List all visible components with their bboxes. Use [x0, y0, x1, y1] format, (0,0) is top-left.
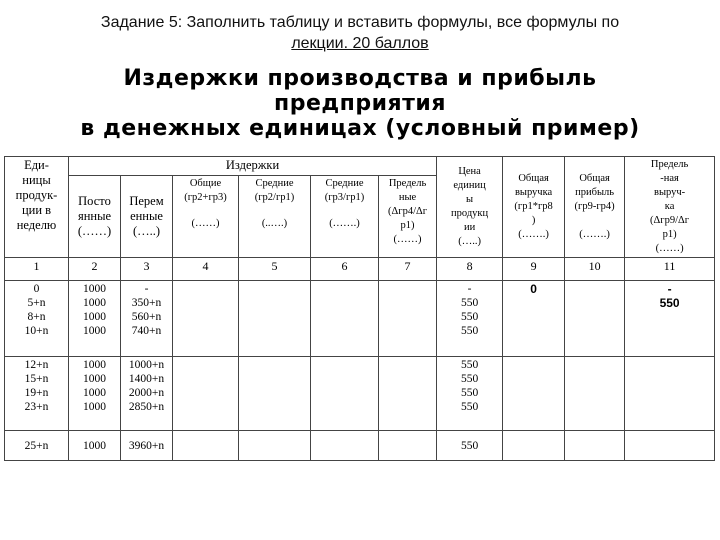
- cell-units: 25+n: [5, 431, 69, 461]
- cell-variable[interactable]: 1000+n 1400+n 2000+n 2850+n: [121, 357, 173, 431]
- title-line-1: Издержки производства и прибыль: [123, 66, 597, 91]
- cell-marginal-cost[interactable]: [379, 357, 437, 431]
- col-header-marginal-cost: Предель ные (Δгр4/Δг р1) (……): [379, 176, 437, 258]
- table-row: [5, 357, 715, 431]
- title-line-2: предприятия: [274, 91, 446, 116]
- col-header-price: Цена единиц ы продукц ии (…..): [437, 157, 503, 258]
- col-header-costs-group: Издержки: [69, 157, 437, 176]
- cell-marginal-revenue[interactable]: [625, 431, 715, 461]
- col-header-average-fixed: Средние (гр2/гр1) (..….): [239, 176, 311, 258]
- column-number: 3: [121, 258, 173, 281]
- column-number: 4: [173, 258, 239, 281]
- col-header-marginal-revenue: Предель -ная выруч- ка (Δгр9/Δг р1) (……): [625, 157, 715, 258]
- col-header-fixed: Посто янные (……): [69, 176, 121, 258]
- col-header-average-variable: Средние (гр3/гр1) (…….): [311, 176, 379, 258]
- table-row: [5, 281, 715, 357]
- cell-marginal-cost[interactable]: [379, 431, 437, 461]
- cell-marginal-revenue[interactable]: - 550: [625, 281, 715, 357]
- cell-price[interactable]: - 550 550 550: [437, 281, 503, 357]
- cell-price[interactable]: 550 550 550 550: [437, 357, 503, 431]
- cell-fixed[interactable]: 1000: [69, 431, 121, 461]
- cell-average-fixed[interactable]: [239, 431, 311, 461]
- cell-marginal-revenue[interactable]: [625, 357, 715, 431]
- cell-profit[interactable]: [565, 357, 625, 431]
- column-number: 9: [503, 258, 565, 281]
- col-header-revenue: Общая выручка (гр1*гр8 ) (…….): [503, 157, 565, 258]
- cell-units: 12+n 15+n 19+n 23+n: [5, 357, 69, 431]
- cell-average-fixed[interactable]: [239, 281, 311, 357]
- col-header-total: Общие (гр2+гр3) (……): [173, 176, 239, 258]
- task-description: [0, 12, 720, 54]
- cell-price[interactable]: 550: [437, 431, 503, 461]
- column-number: 11: [625, 258, 715, 281]
- cell-total[interactable]: [173, 431, 239, 461]
- column-number: 8: [437, 258, 503, 281]
- page-title: [0, 66, 720, 141]
- task-line-1: Задание 5: Заполнить таблицу и вставить формулы, все формулы по: [100, 14, 620, 31]
- cell-average-fixed[interactable]: [239, 357, 311, 431]
- cell-variable[interactable]: 3960+n: [121, 431, 173, 461]
- column-number: 6: [311, 258, 379, 281]
- column-number: 2: [69, 258, 121, 281]
- cell-profit[interactable]: [565, 281, 625, 357]
- cell-revenue[interactable]: 0: [503, 281, 565, 357]
- header-row-1: [5, 157, 715, 176]
- cell-total[interactable]: [173, 281, 239, 357]
- column-number: 1: [5, 258, 69, 281]
- column-numbers-row: [5, 258, 715, 281]
- col-header-variable: Перем енные (…..): [121, 176, 173, 258]
- cell-variable[interactable]: - 350+n 560+n 740+n: [121, 281, 173, 357]
- column-number: 5: [239, 258, 311, 281]
- column-number: 7: [379, 258, 437, 281]
- task-line-2: лекции. 20 баллов: [291, 35, 429, 52]
- col-header-units: Еди- ницы продук- ции в неделю: [5, 157, 69, 258]
- cell-units: 0 5+n 8+n 10+n: [5, 281, 69, 357]
- title-line-3: в денежных единицах (условный пример): [80, 116, 640, 141]
- cell-average-variable[interactable]: [311, 357, 379, 431]
- col-header-profit: Общая прибыль (гр9-гр4) (…….): [565, 157, 625, 258]
- cell-average-variable[interactable]: [311, 431, 379, 461]
- costs-table: [4, 156, 715, 461]
- cell-profit[interactable]: [565, 431, 625, 461]
- cell-fixed[interactable]: 1000 1000 1000 1000: [69, 357, 121, 431]
- cell-revenue[interactable]: [503, 357, 565, 431]
- cell-marginal-cost[interactable]: [379, 281, 437, 357]
- cell-total[interactable]: [173, 357, 239, 431]
- cell-fixed[interactable]: 1000 1000 1000 1000: [69, 281, 121, 357]
- cell-revenue[interactable]: [503, 431, 565, 461]
- cell-average-variable[interactable]: [311, 281, 379, 357]
- table-row: [5, 431, 715, 461]
- column-number: 10: [565, 258, 625, 281]
